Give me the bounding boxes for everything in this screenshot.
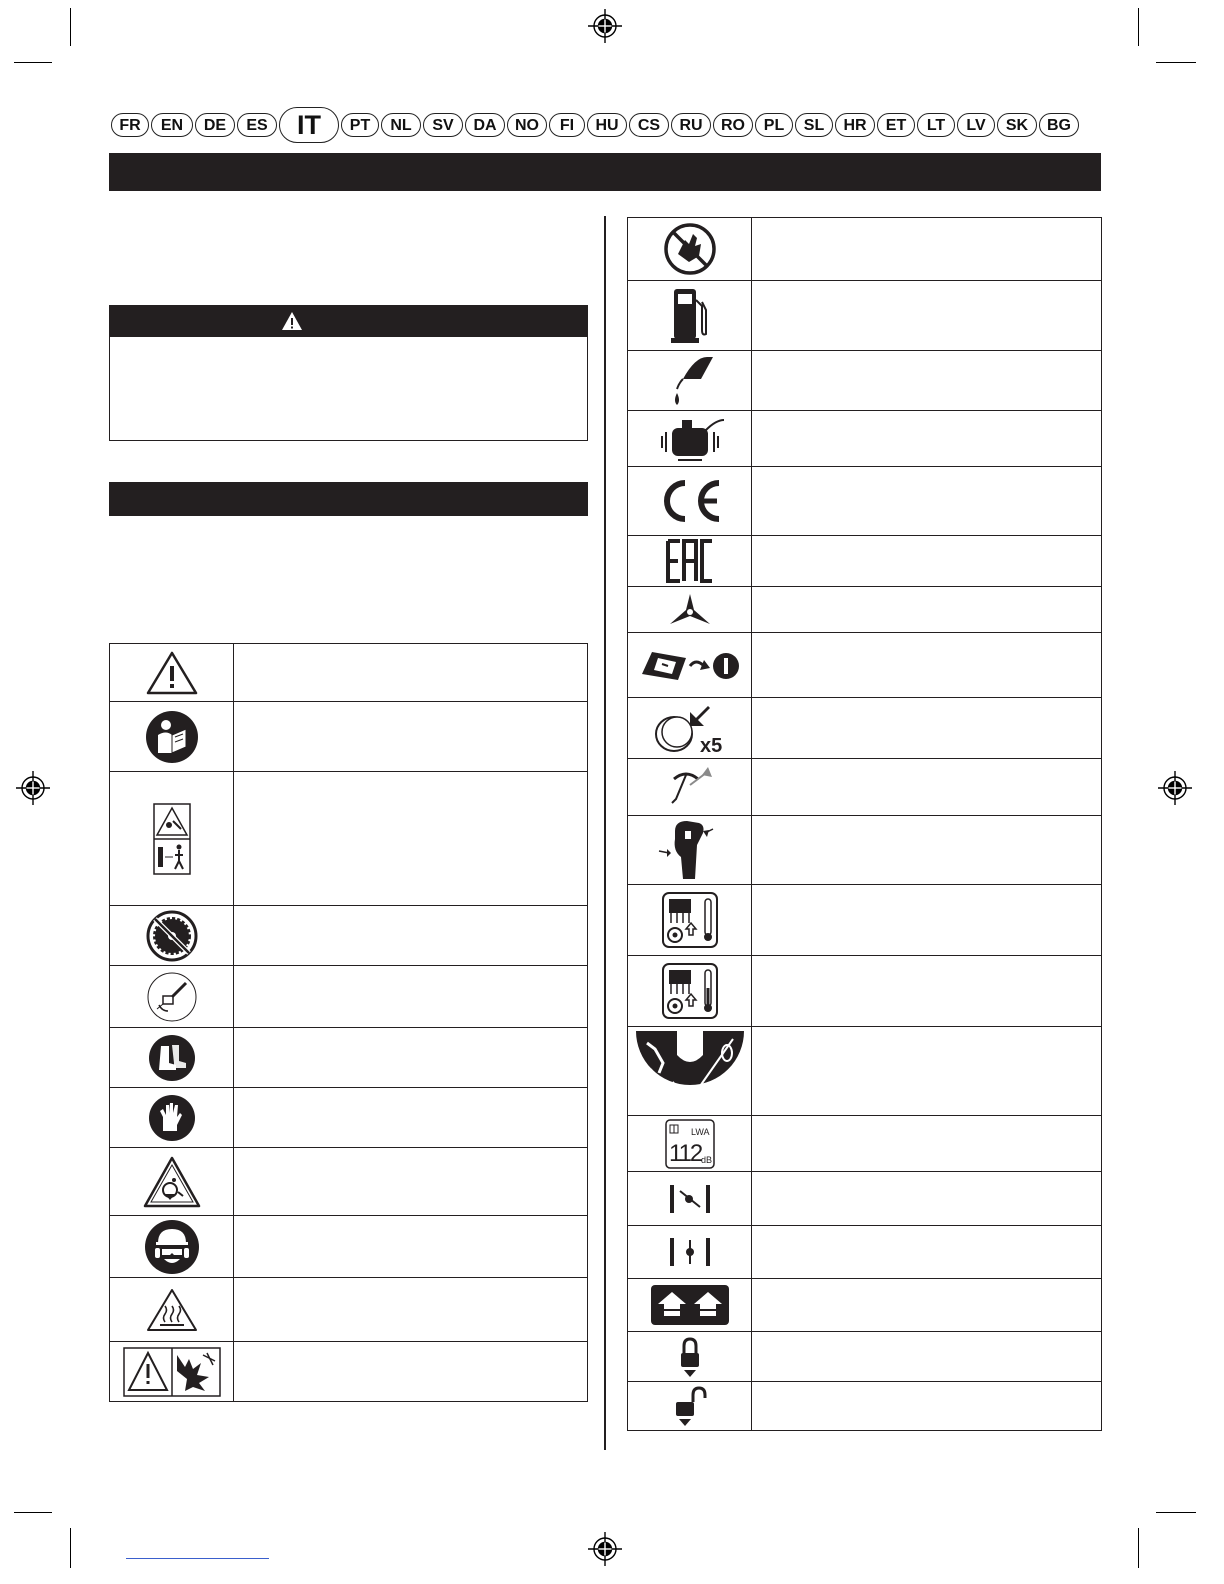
ce-mark-icon <box>655 478 725 524</box>
language-tab-et[interactable]: ET <box>877 113 915 137</box>
warning-hand-cut-icon <box>123 1347 221 1397</box>
table-row <box>110 1342 588 1402</box>
table-row <box>110 1088 588 1148</box>
table-row <box>110 966 588 1028</box>
language-tab-ro[interactable]: RO <box>713 113 753 137</box>
bar-tilted-icon <box>668 1183 712 1215</box>
table-row <box>628 536 1102 587</box>
registration-mark-icon <box>1158 771 1192 805</box>
table-row <box>110 906 588 966</box>
language-tab-hu[interactable]: HU <box>587 113 627 137</box>
warning-header-bar <box>109 305 588 337</box>
table-row <box>110 1216 588 1278</box>
language-tab-lt[interactable]: LT <box>917 113 955 137</box>
table-row <box>110 1028 588 1088</box>
thrown-objects-bystanders-icon <box>153 803 191 875</box>
warning-triangle-icon <box>281 311 303 331</box>
registration-mark-icon <box>16 771 50 805</box>
table-row <box>628 1172 1102 1226</box>
language-tab-it[interactable]: IT <box>279 107 339 143</box>
crop-mark <box>1138 8 1139 46</box>
link-underline <box>126 1558 269 1559</box>
language-tab-lv[interactable]: LV <box>957 113 995 137</box>
symbols-header-bar <box>109 482 588 516</box>
table-row <box>628 885 1102 956</box>
manual-to-on-icon <box>638 644 742 686</box>
svg-text:112: 112 <box>668 1139 701 1167</box>
table-row <box>628 1226 1102 1279</box>
language-tab-de[interactable]: DE <box>195 113 235 137</box>
eac-mark-icon <box>666 539 714 583</box>
language-tab-pt[interactable]: PT <box>341 113 379 137</box>
warning-triangle-icon <box>145 650 199 696</box>
crop-mark <box>1138 1528 1139 1568</box>
table-row <box>628 1332 1102 1382</box>
language-tab-en[interactable]: EN <box>151 113 193 137</box>
choke-cold-start-icon <box>661 891 719 949</box>
table-row <box>628 218 1102 281</box>
lock-closed-icon <box>675 1335 705 1379</box>
language-tab-pl[interactable]: PL <box>755 113 793 137</box>
language-tab-fr[interactable]: FR <box>111 113 149 137</box>
table-row <box>628 467 1102 536</box>
language-tab-hr[interactable]: HR <box>835 113 875 137</box>
warning-box <box>109 336 588 441</box>
throttle-trigger-icon <box>655 817 725 883</box>
crop-mark <box>1156 1512 1196 1513</box>
fuel-can-icon <box>654 414 726 464</box>
registration-mark-icon <box>588 9 622 43</box>
table-row <box>628 1279 1102 1332</box>
choke-warm-start-icon <box>661 962 719 1020</box>
column-divider <box>604 216 606 1450</box>
table-row <box>110 1148 588 1216</box>
table-row <box>110 1278 588 1342</box>
language-tab-sk[interactable]: SK <box>997 113 1037 137</box>
blade-thrust-circle-icon <box>633 1029 747 1113</box>
language-tab-fi[interactable]: FI <box>549 113 585 137</box>
crop-mark <box>14 1512 52 1513</box>
table-row <box>628 956 1102 1027</box>
oil-drop-icon <box>665 353 715 409</box>
table-row <box>628 1116 1102 1172</box>
no-saw-blade-icon <box>146 910 198 962</box>
table-row <box>628 816 1102 885</box>
language-tab-es[interactable]: ES <box>237 113 277 137</box>
crop-mark <box>70 1528 71 1568</box>
bar-straight-icon <box>668 1236 712 1268</box>
svg-text:LWA: LWA <box>690 1126 710 1137</box>
table-row <box>628 759 1102 816</box>
svg-text:dB: dB <box>700 1154 712 1165</box>
table-row <box>628 1382 1102 1431</box>
symbols-table-right <box>627 217 1102 1431</box>
trimmer-line-head-icon <box>146 971 198 1023</box>
table-row <box>628 633 1102 698</box>
primer-bulb-x5-icon <box>648 700 732 756</box>
three-blade-icon <box>666 590 714 630</box>
two-arrows-up-icon <box>650 1284 730 1326</box>
lwa-112-db-icon <box>665 1119 715 1169</box>
language-tab-sl[interactable]: SL <box>795 113 833 137</box>
table-row <box>628 281 1102 351</box>
helmet-eye-ear-protection-icon <box>144 1219 200 1275</box>
fuel-pump-icon <box>668 286 712 346</box>
language-tab-cs[interactable]: CS <box>629 113 669 137</box>
language-tab-sv[interactable]: SV <box>423 113 463 137</box>
table-row <box>628 351 1102 411</box>
registration-mark-icon <box>588 1532 622 1566</box>
table-row <box>628 587 1102 633</box>
language-tab-da[interactable]: DA <box>465 113 505 137</box>
read-manual-icon <box>144 709 200 765</box>
language-tab-bg[interactable]: BG <box>1039 113 1079 137</box>
language-tab-nl[interactable]: NL <box>381 113 421 137</box>
crop-mark <box>1156 62 1196 63</box>
table-row <box>110 702 588 772</box>
table-row <box>110 772 588 906</box>
crop-mark <box>14 62 52 63</box>
safety-boots-icon <box>147 1033 197 1083</box>
section-header-bar <box>109 153 1101 191</box>
table-row <box>628 411 1102 467</box>
language-tab-ru[interactable]: RU <box>671 113 711 137</box>
lock-open-icon <box>670 1384 710 1428</box>
svg-text:x5: x5 <box>699 735 722 756</box>
safety-gloves-icon <box>147 1093 197 1143</box>
no-touching-hand-icon <box>663 222 717 276</box>
symbols-table-left <box>109 643 588 1402</box>
language-tab-no[interactable]: NO <box>507 113 547 137</box>
table-row <box>110 644 588 702</box>
table-row <box>628 698 1102 759</box>
pull-starter-icon <box>662 763 718 811</box>
hot-surface-icon <box>145 1287 199 1333</box>
thrown-objects-warning-icon <box>143 1156 201 1208</box>
table-row <box>628 1027 1102 1116</box>
crop-mark <box>70 8 71 46</box>
